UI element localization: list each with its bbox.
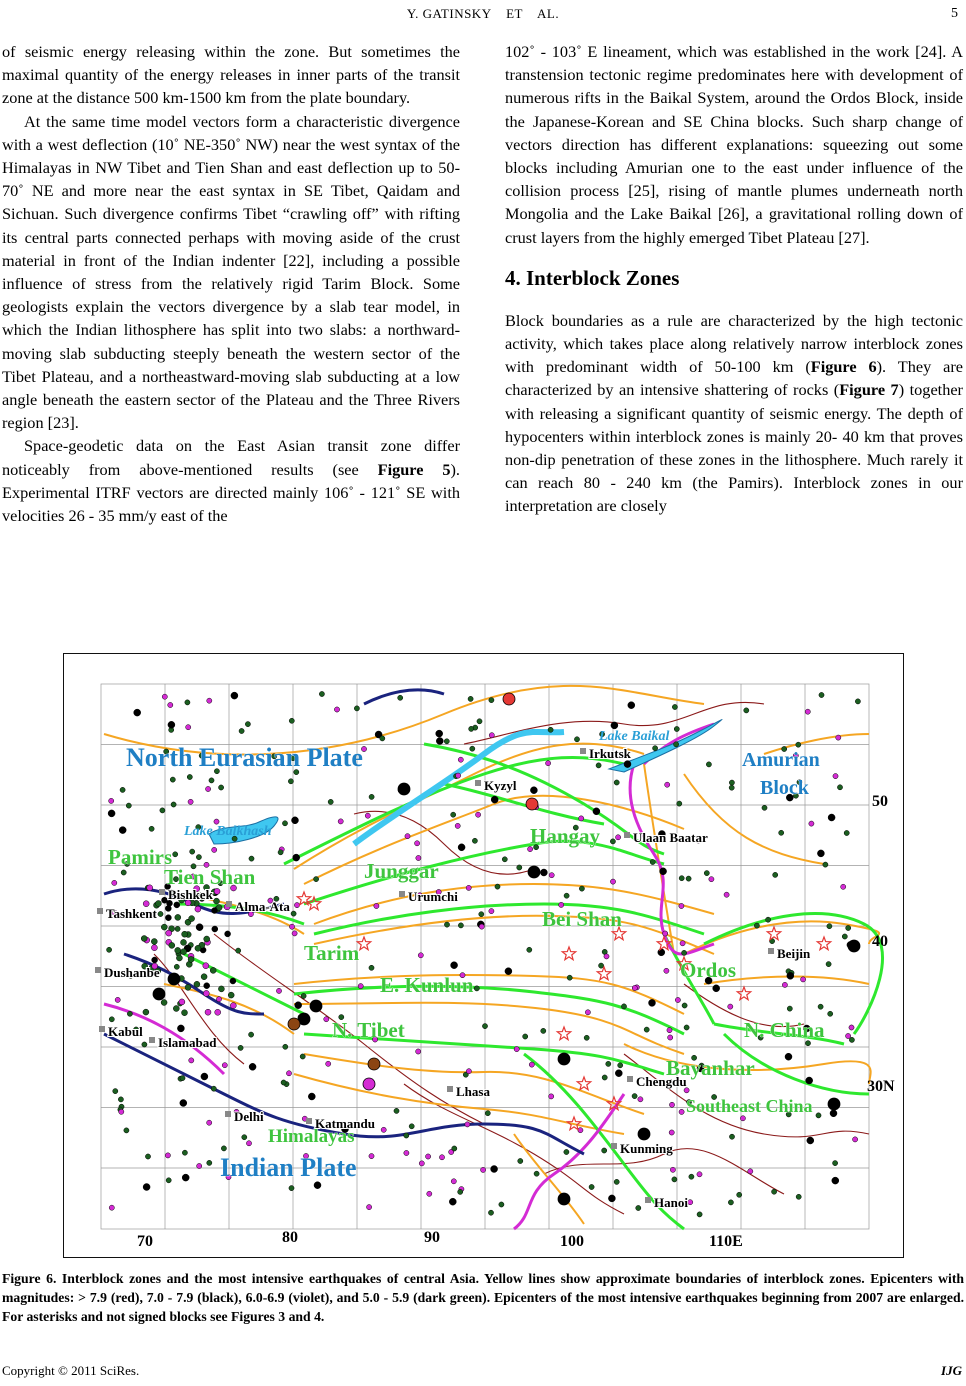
figure-map: [63, 653, 904, 1258]
lon-label: 80: [282, 1229, 298, 1246]
page-number: 5: [951, 6, 958, 21]
lon-label: 110E: [709, 1233, 743, 1250]
paragraph: of seismic energy releasing within the zone. But sometimes the maximal quantity of the energy releases in inner parts of the transit zone at the distance 500 km-1500 km from the plate boundary.: [2, 42, 460, 108]
label-region: Southeast China: [686, 1096, 813, 1116]
lon-label: 100: [560, 1233, 584, 1250]
label-city: Dushanbe: [104, 965, 160, 980]
paragraph: At the same time model vectors form a characteristic divergence with a west deflection (10˚ NE-350˚ NW) near the west syntax of the Himalayas in NW Tibet and Tien Shan and east deflection up to 50-70˚ NE and more near the east syntax in SE Tibet, Qaidam and Sichuan. Such divergence confirms Tibet “crawling off” with rifting its central parts connected perhaps with moving aside of the crust material in front of the Indian indenter [22], including a possible influence of stress from the relatively rigid Tarim Block. Some geologists explain the vectors divergence by a slab tear model, in which the Indian lithosphere has split into two slabs: a northward-moving slab subducting steeply beneath the western sector of the Tibet Plateau, and a northeastward-moving slab subducting at a low angle beneath the eastern sector of the Plateau and the Three Rivers region [23].: [2, 111, 460, 433]
label-lake-baikal: Lake Baikal: [599, 729, 670, 744]
label-city: Hanoi: [654, 1195, 688, 1210]
figure-ref[interactable]: Figure 6: [810, 357, 877, 377]
label-city: Lhasa: [456, 1084, 490, 1099]
label-region: N. Tibet: [332, 1018, 405, 1042]
label-city: Katmandu: [315, 1116, 375, 1131]
label-region: Pamirs: [108, 845, 173, 869]
label-city: Kabul: [108, 1024, 143, 1039]
label-city: Irkutsk: [589, 746, 631, 761]
label-region: Bayanhar: [666, 1056, 755, 1080]
lat-label: 30N: [867, 1078, 895, 1095]
copyright: Copyright © 2011 SciRes.: [2, 1363, 140, 1378]
figure-ref[interactable]: Figure 5: [377, 459, 451, 479]
label-lake-balkhash: Lake Balkhash: [184, 824, 272, 839]
right-column: [505, 40, 963, 518]
label-region: Junggar: [364, 859, 439, 883]
label-city: Alma-Ata: [235, 899, 290, 914]
running-header: [0, 6, 966, 26]
label-region: N. China: [744, 1018, 825, 1042]
label-city: Delhi: [234, 1109, 264, 1124]
label-region: Hangay: [530, 824, 601, 848]
section-heading: 4. Interblock Zones: [505, 265, 680, 290]
label-city: Islamabad: [158, 1035, 217, 1050]
label-city: Beijin: [777, 946, 811, 961]
label-region: E. Kunlun: [380, 973, 474, 997]
label-city: Kunming: [620, 1141, 673, 1156]
figure-ref[interactable]: Figure 7: [839, 380, 899, 400]
paragraph: 102˚ - 103˚ E lineament, which was established in the work [24]. A transtension tectonic regime predominates here with development of numerous rifts in the Baikal System, around the Ordos Block, inside the Japanese-Korean and SE China blocks. Such sharp change of vectors direction has different explanations: squeezing out some blocks including Amurian one to the east under influence of the collision process [25], rising of mantle plumes underneath north Mongolia and the Lake Baikal [26], a gravitational rolling down of crust layers from the highly emerged Tibet Plateau [27].: [505, 42, 963, 247]
label-region: Tarim: [304, 941, 360, 965]
label-region: Ordos: [680, 958, 737, 982]
left-column: [2, 40, 460, 527]
label-north-eurasian-plate: North Eurasian Plate: [126, 743, 363, 772]
label-indian-plate: Indian Plate: [220, 1153, 357, 1182]
figure-caption: Figure 6. Interblock zones and the most intensive earthquakes of central Asia. Yellow lines show approximate boundaries of interblock zones. Epicenters with magnitudes: > 7.9 (red), 7.0 - 7.9 (black), 6.0-6.9 (violet), and 5.0 - 5.9 (dark green). Epicenters of the most intensive earthquakes beginning from 2007 are enlarged. For asterisks and not signed blocks see Figures 3 and 4.: [2, 1271, 964, 1324]
label-region: Tien Shan: [164, 865, 256, 889]
label-region: Bei Shan: [542, 907, 622, 931]
paragraph: Block boundaries as a rule are characterized by the high tectonic activity, which takes place along relatively narrow interblock zones with predominant width of 50-100 km (Figure 6). They are characterized by an intensive shattering of rocks (Figure 7) together with releasing a significant quantity of seismic energy. The depth of hypocenters within interblock zones is mainly 20- 40 km that proves non-dip penetration of these zones in the lithosphere. Much rarely it can reach 80 - 240 km (the Pamirs). Interblock zones in our interpretation are closely: [505, 310, 964, 516]
lat-label: 40: [872, 933, 888, 950]
label-amurian: Amurian: [742, 749, 820, 771]
label-city: Urumchi: [408, 889, 458, 904]
label-city: Tashkent: [106, 906, 157, 921]
tectonic-map: [64, 654, 903, 1257]
running-title: Y. GATINSKY ET AL.: [406, 6, 560, 21]
label-city: Ulaan Baatar: [633, 830, 708, 845]
lat-label: 50: [872, 793, 888, 810]
label-city: Bishkek: [168, 887, 213, 902]
lon-label: 90: [424, 1229, 440, 1246]
label-city: Kyzyl: [484, 778, 517, 793]
lon-label: 70: [137, 1233, 153, 1250]
label-block: Block: [760, 777, 809, 799]
label-region: Himalayas: [268, 1126, 355, 1147]
paragraph: Space-geodetic data on the East Asian transit zone differ noticeably from above-mentioned results (see Figure 5). Experimental ITRF vectors are directed mainly 106˚ - 121˚ SE with velocities 26 - 35 mm/y east of the: [2, 436, 460, 526]
label-city: Chengdu: [636, 1074, 687, 1089]
journal-abbrev: IJG: [941, 1363, 962, 1378]
